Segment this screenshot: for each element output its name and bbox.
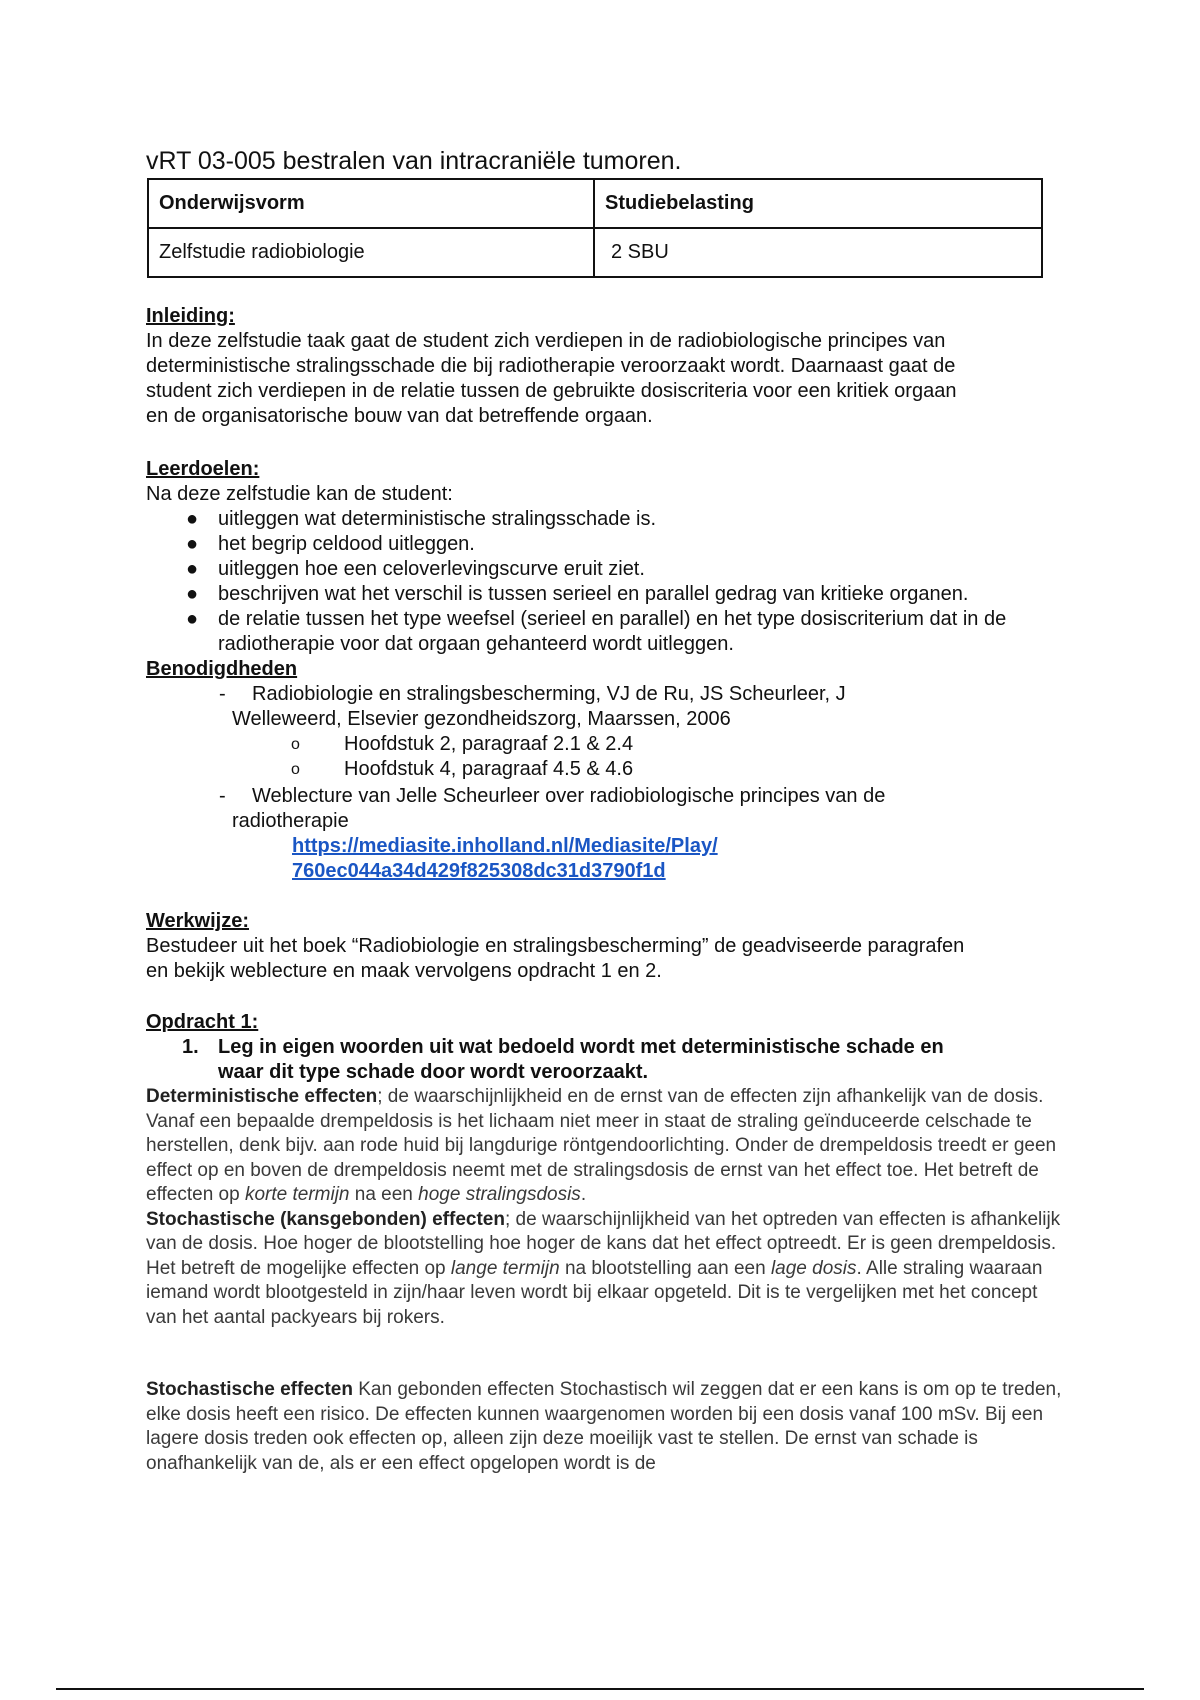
question-1: 1. Leg in eigen woorden uit wat bedoeld wordt met deterministische schade en waar dit type schade door wordt veroorzaakt. <box>182 1036 944 1083</box>
leerdoelen-intro: Na deze zelfstudie kan de student: <box>146 483 453 505</box>
paragraph-line: student zich verdiepen in de relatie tussen de gebruikte dosiscriteria voor een kritiek orgaan <box>146 380 957 402</box>
benodigdheden-list <box>146 682 1066 884</box>
section-label-inleiding: Inleiding: <box>146 305 235 327</box>
paragraph-line: en bekijk weblecture en maak vervolgens opdracht 1 en 2. <box>146 960 662 982</box>
paragraph-line: en de organisatorische bouw van dat betreffende orgaan. <box>146 405 653 427</box>
table-cell: 2 SBU <box>594 228 1042 277</box>
bullet-icon: ● <box>186 558 199 580</box>
section-opdracht-1 <box>146 1010 1066 1476</box>
weblecture-link-continued[interactable]: 760ec044a34d429f825308dc31d3790f1d <box>292 860 666 882</box>
question-number: 1. <box>182 1036 199 1058</box>
circle-bullet-icon: o <box>291 736 300 753</box>
answer-stochastic-extra: Stochastische effecten Kan gebonden effecten Stochastisch wil zeggen dat er een kans is om op te treden, elke dosis heeft een risico. De effecten kunnen waargenomen worden bij een dosis vanaf 100 mSv. Bij een lagere dosis treden ook effecten op, alleen zijn deze moeilijk vast te stellen. De ernst van schade is onafhankelijk van de, als er een effect opgelopen wordt is de <box>146 1379 1062 1474</box>
table-header-cell: Onderwijsvorm <box>148 179 594 228</box>
section-werkwijze <box>146 909 1066 984</box>
table-cell: Zelfstudie radiobiologie <box>148 228 594 277</box>
leerdoelen-list <box>146 507 1066 657</box>
table-header-cell: Studiebelasting <box>594 179 1042 228</box>
list-item: o Hoofdstuk 2, paragraaf 2.1 & 2.4 <box>291 733 634 755</box>
paragraph-line: Bestudeer uit het boek “Radiobiologie en stralingsbescherming” de geadviseerde paragrafen <box>146 935 965 957</box>
section-label-werkwijze: Werkwijze: <box>146 910 249 932</box>
circle-bullet-icon: o <box>291 761 300 778</box>
dash-icon: - <box>219 785 226 807</box>
answer-stochastic: Stochastische (kansgebonden) effecten; de waarschijnlijkheid van het optreden van effecten is afhankelijk van de dosis. Hoe hoger de blootstelling hoe hoger de kans dat het effect optreedt. Er is geen drempeldosis. <box>146 1208 1061 1254</box>
list-item: - Radiobiologie en stralingsbescherming, VJ de Ru, JS Scheurleer, J Welleweerd, Elsevier gezondheidszorg, Maarssen, 2006 o Hoofdstuk 2, paragraaf 2.1 & 2.4 o Hoofdstuk 4, paragraaf 4.5 & 4.6 <box>146 682 1066 782</box>
answer-deterministic: Deterministische effecten; de waarschijnlijkheid en de ernst van de effecten zijn afhankelijk van de dosis. Vanaf een bepaalde drempeldosis is het lichaam niet meer in staat de straling geïnduceerde celschade te herstellen, denk bijv. aan rode huid bij langdurige röntgendoorlichting. Onder de drempeldosis treedt er geen effect op en boven de drempeldosis neemt met de stralingsdosis de ernst van het effect toe. Het betreft de effecten op korte termijn na een hoge stralingsdosis. <box>146 1086 1057 1205</box>
info-table <box>147 178 1043 278</box>
bullet-icon: ● <box>186 533 199 555</box>
chapter-list <box>254 732 1066 782</box>
document-title: vRT 03-005 bestralen van intracraniële tumoren. <box>146 147 682 175</box>
table-header-row <box>148 179 1042 228</box>
list-item: ● uitleggen hoe een celoverlevingscurve eruit ziet. <box>186 558 645 580</box>
bullet-icon: ● <box>186 583 199 605</box>
list-item: o Hoofdstuk 4, paragraaf 4.5 & 4.6 <box>291 758 634 780</box>
dash-icon: - <box>219 683 226 705</box>
section-inleiding <box>146 304 1066 429</box>
section-label-opdracht-1: Opdracht 1: <box>146 1011 259 1033</box>
section-label-benodigdheden: Benodigdheden <box>146 658 298 680</box>
bullet-icon: ● <box>186 508 199 530</box>
list-item: ● uitleggen wat deterministische stralingsschade is. <box>186 508 656 530</box>
list-item: ● beschrijven wat het verschil is tussen serieel en parallel gedrag van kritieke organen. <box>186 583 969 605</box>
list-item: ● het begrip celdood uitleggen. <box>186 533 475 555</box>
section-leerdoelen <box>146 457 1066 657</box>
page-bottom-rule <box>56 1688 1144 1690</box>
document-page <box>146 146 1066 1476</box>
list-item: ● de relatie tussen het type weefsel (serieel en parallel) en het type dosiscriterium dat in de radiotherapie voor dat orgaan gehanteerd wordt uitleggen. <box>186 608 1007 655</box>
section-benodigdheden <box>146 657 1066 884</box>
bullet-icon: ● <box>186 608 199 630</box>
paragraph-line: deterministische stralingsschade die bij radiotherapie veroorzaakt wordt. Daarnaast gaat de <box>146 355 956 377</box>
weblecture-link[interactable]: https://mediasite.inholland.nl/Mediasite/Play/ <box>292 835 718 857</box>
table-row <box>148 228 1042 277</box>
paragraph-line: In deze zelfstudie taak gaat de student zich verdiepen in de radiobiologische principes van <box>146 330 946 352</box>
section-label-leerdoelen: Leerdoelen: <box>146 458 260 480</box>
list-item: - Weblecture van Jelle Scheurleer over radiobiologische principes van de radiotherapie https://mediasite.inholland.nl/Mediasite/Play/ 760ec044a34d429f825308dc31d3790f1d <box>146 784 1066 884</box>
answer-long-term: Het betreft de mogelijke effecten op lange termijn na blootstelling aan een lage dosis. Alle straling waaraan iemand wordt blootgesteld in zijn/haar leven wordt bij elkaar opgeteld. Dit is te vergelijken met het concept van het aantal packyears bij rokers. <box>146 1257 1043 1328</box>
